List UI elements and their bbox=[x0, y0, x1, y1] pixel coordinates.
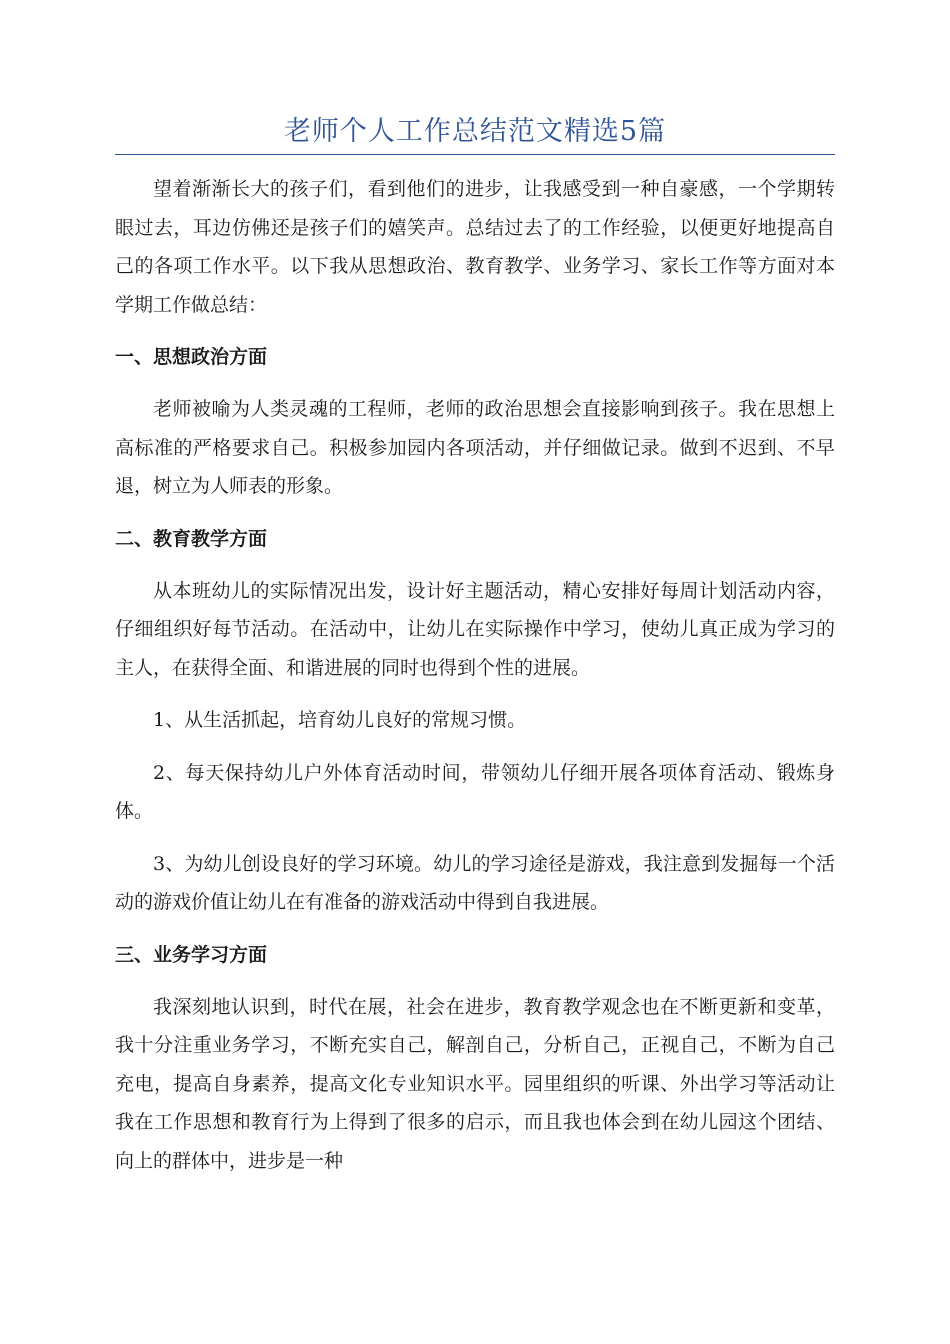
intro-paragraph: 望着渐渐长大的孩子们，看到他们的进步，让我感受到一种自豪感，一个学期转眼过去，耳边仿佛还是孩子们的嬉笑声。总结过去了的工作经验，以便更好地提高自己的各项工作水平。以下我从思想政治、教育教学、业务学习、家长工作等方面对本学期工作做总结： bbox=[115, 178, 835, 316]
body-paragraph: 从本班幼儿的实际情况出发，设计好主题活动，精心安排好每周计划活动内容，仔细组织好每节活动。在活动中，让幼儿在实际操作中学习，使幼儿真正成为学习的主人，在获得全面、和谐进展的同时也得到个性的进展。 bbox=[115, 579, 835, 679]
body-paragraph: 我深刻地认识到，时代在展，社会在进步，教育教学观念也在不断更新和变革，我十分注重业务学习，不断充实自己，解剖自己，分析自己，正视自己，不断为自己充电，提高自身素养，提高文化专业知识水平。园里组织的听课、外出学习等活动让我在工作思想和教育行为上得到了很多的启示，而且我也体会到在幼儿园这个团结、向上的群体中，进步是一种 bbox=[115, 995, 835, 1172]
body-paragraph: 老师被喻为人类灵魂的工程师，老师的政治思想会直接影响到孩子。我在思想上高标准的严格要求自己。积极参加园内各项活动，并仔细做记录。做到不迟到、不早退，树立为人师表的形象。 bbox=[115, 398, 835, 497]
list-item-paragraph: 3、为幼儿创设良好的学习环境。幼儿的学习途径是游戏，我注意到发掘每一个活动的游戏价值让幼儿在有准备的游戏活动中得到自我进展。 bbox=[115, 852, 835, 913]
section-heading: 三、业务学习方面 bbox=[115, 943, 268, 966]
document-body bbox=[115, 170, 835, 1180]
section-heading: 一、思想政治方面 bbox=[115, 346, 268, 368]
document-title: 老师个人工作总结范文精选5篇 bbox=[283, 116, 667, 147]
list-item-paragraph: 2、每天保持幼儿户外体育活动时间，带领幼儿仔细开展各项体育活动、锻炼身体。 bbox=[115, 761, 835, 822]
title-underline bbox=[115, 154, 835, 155]
list-item-paragraph: 1、从生活抓起，培育幼儿良好的常规习惯。 bbox=[153, 709, 527, 731]
section-heading: 二、教育教学方面 bbox=[115, 527, 268, 550]
